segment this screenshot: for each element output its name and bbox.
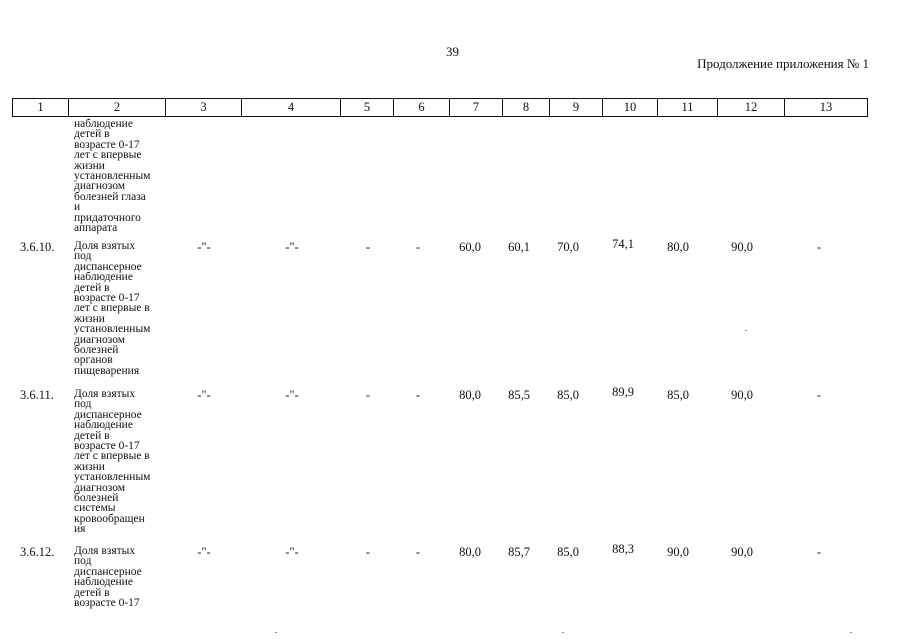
row-indicator-text bbox=[74, 389, 160, 535]
header-row bbox=[13, 99, 868, 117]
scan-dot bbox=[745, 330, 747, 331]
cell-c11: 90,0 bbox=[667, 545, 689, 559]
cell-c7: 80,0 bbox=[459, 545, 481, 559]
text-line: ия bbox=[74, 523, 86, 536]
row-number: 3.6.12. bbox=[20, 545, 55, 559]
text-line: жизни bbox=[74, 159, 105, 172]
cell-c12: 90,0 bbox=[731, 388, 753, 402]
text-line: под bbox=[74, 250, 92, 263]
cell-c3: -"- bbox=[197, 545, 211, 559]
cell-c5: - bbox=[365, 240, 371, 254]
row-indicator-text bbox=[74, 546, 160, 608]
header-cell-13: 13 bbox=[785, 99, 868, 117]
header-cell-7: 7 bbox=[450, 99, 503, 117]
cell-c9: 70,0 bbox=[557, 240, 579, 254]
cell-c8: 85,7 bbox=[508, 545, 530, 559]
text-line: органов bbox=[74, 354, 113, 367]
cell-c6: - bbox=[415, 388, 421, 402]
text-line: под bbox=[74, 398, 92, 411]
text-line: установленным bbox=[74, 323, 151, 336]
text-line: жизни bbox=[74, 460, 105, 473]
text-line: возрасте 0-17 bbox=[74, 138, 140, 151]
text-line: болезней глаза bbox=[74, 190, 146, 203]
text-line: лет с впервые bbox=[74, 149, 142, 162]
cell-c7: 60,0 bbox=[459, 240, 481, 254]
cell-c4: -"- bbox=[285, 240, 299, 254]
text-line: Доля взятых bbox=[74, 545, 136, 557]
header-cell-10: 10 bbox=[603, 99, 658, 117]
cell-c4: -"- bbox=[285, 545, 299, 559]
text-line: пищеварения bbox=[74, 364, 140, 377]
text-line: детей в bbox=[74, 586, 110, 599]
text-line: наблюдение bbox=[74, 419, 133, 432]
cell-c10: 89,9 bbox=[612, 385, 634, 399]
header-cell-11: 11 bbox=[658, 99, 718, 117]
text-line: наблюдение bbox=[74, 576, 133, 589]
text-line: придаточного bbox=[74, 211, 141, 224]
cell-c3: -"- bbox=[197, 240, 211, 254]
text-line: Доля взятых bbox=[74, 388, 136, 400]
header-cell-12: 12 bbox=[718, 99, 785, 117]
header-cell-8: 8 bbox=[503, 99, 550, 117]
text-line: наблюдение bbox=[74, 118, 133, 130]
cell-c9: 85,0 bbox=[557, 545, 579, 559]
scan-dot bbox=[562, 632, 564, 633]
text-line: возрасте 0-17 bbox=[74, 292, 140, 305]
continuation-text bbox=[74, 119, 160, 233]
header-cell-3: 3 bbox=[166, 99, 242, 117]
text-line: диспансерное bbox=[74, 565, 142, 578]
text-line: диагнозом bbox=[74, 180, 126, 193]
text-line: лет с впервые в bbox=[74, 450, 150, 463]
cell-c13: - bbox=[816, 240, 822, 254]
cell-c6: - bbox=[415, 545, 421, 559]
text-line: лет с впервые в bbox=[74, 302, 150, 315]
text-line: и bbox=[74, 201, 81, 214]
row-number: 3.6.11. bbox=[20, 388, 54, 402]
row-number: 3.6.10. bbox=[20, 240, 55, 254]
text-line: жизни bbox=[74, 312, 105, 325]
header-cell-4: 4 bbox=[242, 99, 341, 117]
text-line: под bbox=[74, 555, 92, 568]
cell-c12: 90,0 bbox=[731, 545, 753, 559]
text-line: диагнозом bbox=[74, 333, 126, 346]
cell-c5: - bbox=[365, 545, 371, 559]
cell-c12: 90,0 bbox=[731, 240, 753, 254]
cell-c8: 85,5 bbox=[508, 388, 530, 402]
scan-dot bbox=[850, 632, 852, 633]
text-line: диагнозом bbox=[74, 481, 126, 494]
cell-c10: 74,1 bbox=[612, 237, 634, 251]
cell-c4: -"- bbox=[285, 388, 299, 402]
text-line: системы bbox=[74, 502, 116, 515]
cell-c7: 80,0 bbox=[459, 388, 481, 402]
text-line: диспансерное bbox=[74, 408, 142, 421]
cell-c10: 88,3 bbox=[612, 542, 634, 556]
cell-c11: 80,0 bbox=[667, 240, 689, 254]
header-cell-5: 5 bbox=[341, 99, 394, 117]
row-indicator-text bbox=[74, 241, 160, 376]
header-cell-1: 1 bbox=[13, 99, 69, 117]
header-cell-9: 9 bbox=[550, 99, 603, 117]
cell-c3: -"- bbox=[197, 388, 211, 402]
scan-dot bbox=[275, 632, 277, 633]
cell-c13: - bbox=[816, 388, 822, 402]
page-number: 39 bbox=[446, 44, 459, 59]
text-line: диспансерное bbox=[74, 260, 142, 273]
text-line: наблюдение bbox=[74, 271, 133, 284]
text-line: детей в bbox=[74, 429, 110, 442]
cell-c5: - bbox=[365, 388, 371, 402]
header-cell-2: 2 bbox=[69, 99, 166, 117]
text-line: Доля взятых bbox=[74, 240, 136, 252]
text-line: болезней bbox=[74, 492, 119, 505]
text-line: возрасте 0-17 bbox=[74, 597, 140, 610]
text-line: возрасте 0-17 bbox=[74, 440, 140, 453]
text-line: аппарата bbox=[74, 222, 118, 235]
text-line: установленным bbox=[74, 471, 151, 484]
cell-c8: 60,1 bbox=[508, 240, 530, 254]
text-line: детей в bbox=[74, 128, 110, 141]
appendix-caption: Продолжение приложения № 1 bbox=[697, 56, 869, 71]
header-cell-6: 6 bbox=[394, 99, 450, 117]
cell-c9: 85,0 bbox=[557, 388, 579, 402]
text-line: болезней bbox=[74, 344, 119, 357]
text-line: детей в bbox=[74, 281, 110, 294]
table-header bbox=[12, 98, 868, 117]
text-line: установленным bbox=[74, 170, 151, 183]
cell-c13: - bbox=[816, 545, 822, 559]
text-line: кровообращен bbox=[74, 512, 145, 525]
cell-c6: - bbox=[415, 240, 421, 254]
cell-c11: 85,0 bbox=[667, 388, 689, 402]
